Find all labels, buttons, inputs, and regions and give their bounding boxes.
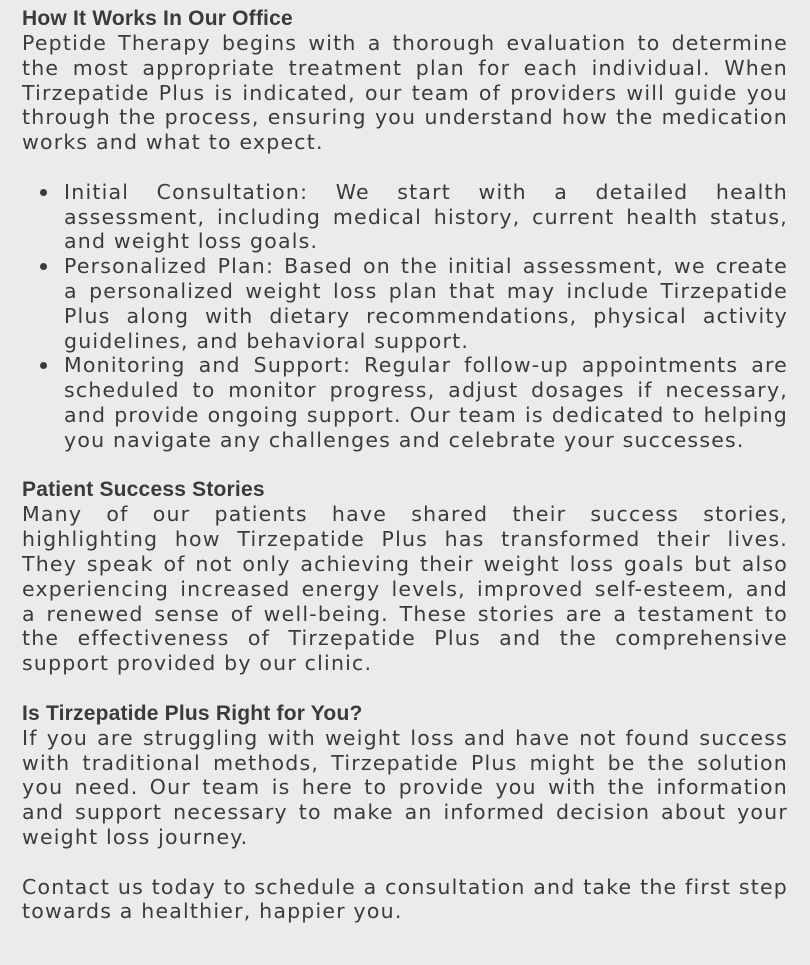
spacer — [22, 453, 788, 478]
stories-paragraph: Many of our patients have shared their success stories, highlighting how Tirzepatide Plus has transformed their lives. They speak of not only achieving their weight loss goals but also experiencing increased energy levels, improved self-esteem, and a renewed sense of well-being. These stories are a testament to the effectiveness of Tirzepatide Plus and the comprehensive support provided by our clinic. — [22, 502, 788, 676]
steps-list — [22, 180, 788, 453]
right-for-you-paragraph: If you are struggling with weight loss and have not found success with traditional methods, Tirzepatide Plus might be the solution you need. Our team is here to provide you with the information and support necessary to make an informed decision about your weight loss journey. — [22, 725, 788, 849]
intro-paragraph: Peptide Therapy begins with a thorough evaluation to determine the most appropriate treatment plan for each individual. When Tirzepatide Plus is indicated, our team of providers will guide you through the process, ensuring you understand how the medication works and what to expect. — [22, 31, 788, 155]
list-item-text: Initial Consultation: We start with a detailed health assessment, including medical history, current health status, and weight loss goals. — [64, 179, 788, 254]
list-item-text: Personalized Plan: Based on the initial assessment, we create a personalized weight loss plan that may include Tirzepatide Plus along with dietary recommendations, physical activity guidelines, and behavioral support. — [64, 254, 788, 353]
bullet-icon — [40, 362, 47, 369]
list-item-monitoring-support — [64, 353, 788, 452]
list-item-initial-consultation — [64, 180, 788, 254]
bullet-icon — [40, 189, 47, 196]
spacer — [22, 676, 788, 701]
bullet-icon — [40, 263, 47, 270]
list-item-text: Monitoring and Support: Regular follow-up appointments are scheduled to monitor progress, adjust dosages if necessary, and provide ongoing support. Our team is dedicated to helping you navigate any challenges and celebrate your successes. — [64, 353, 788, 452]
heading-how-it-works: How It Works In Our Office — [22, 7, 293, 30]
heading-success-stories: Patient Success Stories — [22, 478, 265, 502]
spacer — [22, 155, 788, 180]
list-item-personalized-plan — [64, 254, 788, 353]
heading-right-for-you: Is Tirzepatide Plus Right for You? — [22, 701, 363, 725]
contact-cta-paragraph: Contact us today to schedule a consultation and take the first step towards a healthier, happier you. — [22, 874, 788, 924]
spacer — [22, 850, 788, 875]
